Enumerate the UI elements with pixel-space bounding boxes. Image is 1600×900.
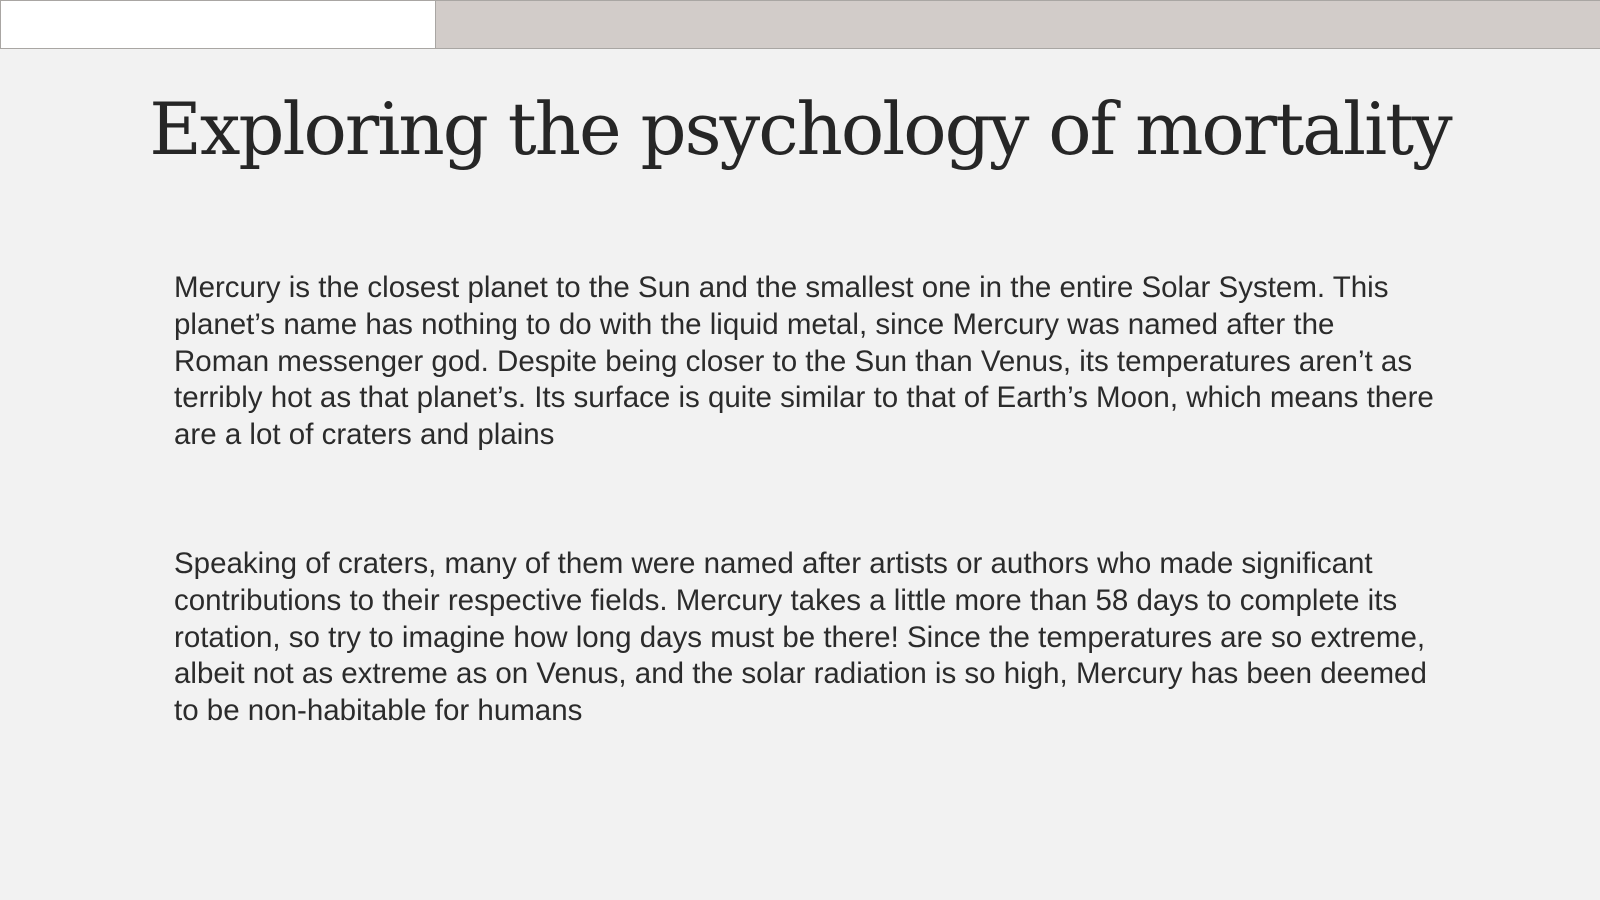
body-paragraph-2: Speaking of craters, many of them were named after artists or authors who made significant contributions to their respective fields. Mercury takes a little more than 58 days to complete its rotation, so try to imagine how long days must be there! Since the temperatures are so extreme, albeit not as extreme as on Venus, and the solar radiation is so high, Mercury has been deemed to be non-habitable for humans — [174, 547, 1427, 728]
top-decorative-bar — [0, 0, 1600, 49]
slide-title: Exploring the psychology of mortality — [149, 87, 1451, 171]
top-bar-light-segment — [0, 0, 436, 49]
body-paragraph-1: Mercury is the closest planet to the Sun and the smallest one in the entire Solar System. This planet’s name has nothing to do with the liquid metal, since Mercury was named after the Roman messenger god. Despite being closer to the Sun than Venus, its temperatures aren’t as terribly hot as that planet’s. Its surface is quite similar to that of Earth’s Moon, which means there are a lot of craters and plains — [174, 271, 1434, 452]
top-bar-dark-segment — [436, 0, 1600, 49]
